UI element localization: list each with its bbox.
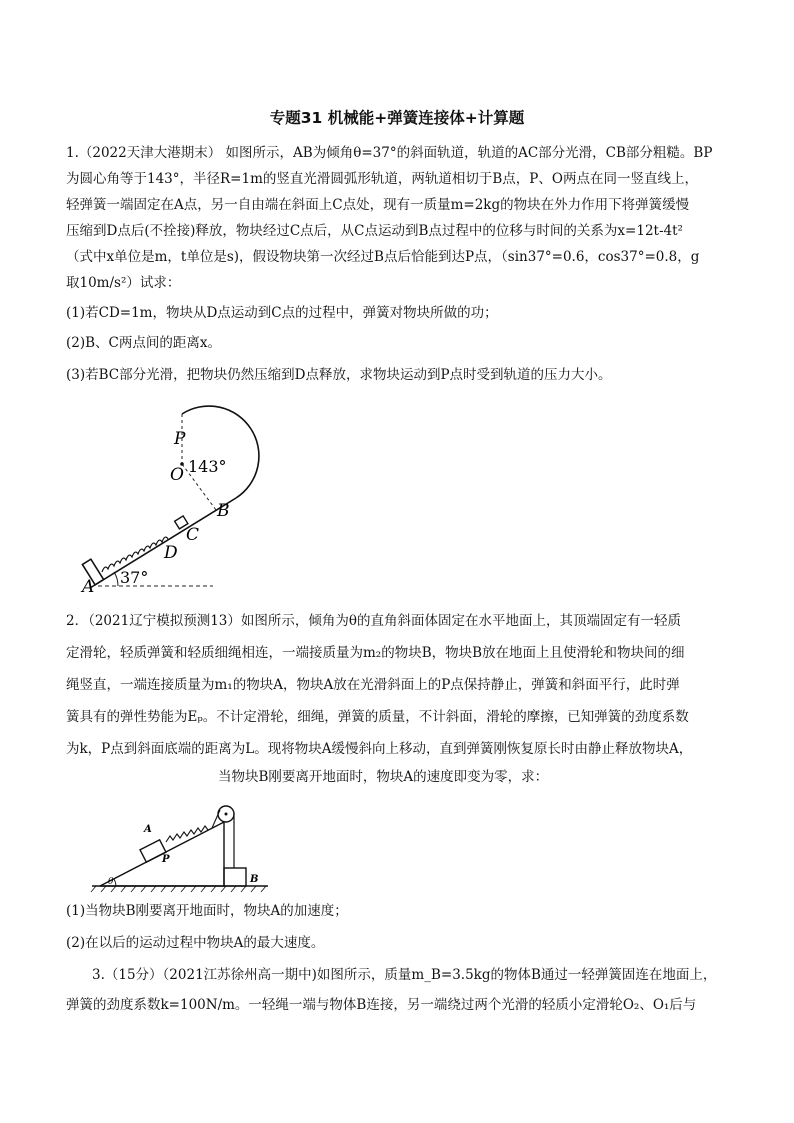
- q2-line-2: 定滑轮，轻质弹簧和轻质细绳相连，一端接质量为m₂的物块B，物块B放在地面上且使滑轮和物块间的细: [66, 645, 685, 661]
- q1-line-2: 为圆心角等于143°，半径R=1m的竖直光滑圆弧形轨道，两轨道相切于B点，P、O两点在同一竖直线上，: [66, 171, 698, 187]
- label-C: C: [186, 525, 200, 545]
- label-P: P: [174, 429, 186, 449]
- q1-figure: [78, 400, 268, 596]
- q1-subquestion-2: (2)B、C两点间的距离x。: [66, 335, 221, 351]
- incline-track: [90, 498, 236, 588]
- label-angle-arc: 143°: [188, 457, 227, 476]
- q1-line-6: 取10m/s²）试求：: [66, 275, 181, 291]
- q2-subquestion-2: (2)在以后的运动过程中物块A的最大速度。: [66, 935, 325, 951]
- q1-line-5: （式中x单位是m，t单位是s)，假设物块第一次经过B点后恰能到达P点，（sin37°=0.6，cos37°=0.8，g: [66, 249, 700, 265]
- q2-line-4: 簧具有的弹性势能为Eₚ。不计定滑轮，细绳，弹簧的质量，不计斜面，滑轮的摩擦，已知弹簧的劲度系数: [66, 709, 689, 725]
- page-title: 专题31 机械能+弹簧连接体+计算题: [269, 109, 525, 127]
- block-B: [224, 868, 246, 886]
- spring: [102, 537, 168, 572]
- pulley-axle: [225, 813, 228, 816]
- q1-subquestion-3: (3)若BC部分光滑，把物块仍然压缩到D点释放，求物块运动到P点时受到轨道的压力大小。: [66, 367, 612, 383]
- q2-subquestion-1: (1)当物块B刚要离开地面时，物块A的加速度；: [66, 903, 348, 919]
- label-theta: θ: [108, 877, 114, 887]
- label-P: P: [162, 854, 170, 865]
- circular-arc-track: [182, 406, 259, 498]
- label-D: D: [164, 543, 178, 563]
- q2-line-5: 为k，P点到斜面底端的距离为L。现将物块A缓慢斜向上移动，直到弹簧刚恢复原长时由静止释放物块A，: [66, 741, 693, 757]
- q2-figure: [88, 792, 270, 896]
- q1-subquestion-1: (1)若CD=1m，物块从D点运动到C点的过程中，弹簧对物块所做的功；: [66, 305, 498, 321]
- q3-line-1: 3.（15分）（2021江苏徐州高一期中)如图所示，质量m_B=3.5kg的物体B通过一轻弹簧固连在地面上，: [92, 967, 717, 983]
- label-O: O: [170, 465, 184, 485]
- q2-line-1: 2．（2021辽宁模拟预测13）如图所示，倾角为θ的直角斜面体固定在水平地面上，其顶端固定有一轻质: [66, 613, 682, 629]
- ground-hatching: [91, 886, 266, 892]
- q2-line-3: 绳竖直，一端连接质量为m₁的物块A，物块A放在光滑斜面上的P点保持静止，弹簧和斜面平行，此时弹: [66, 677, 680, 693]
- q1-line-3: 轻弹簧一端固定在A点，另一自由端在斜面上C点处，现有一质量m=2kg的物块在外力作用下将弹簧缓慢: [66, 197, 690, 213]
- label-angle-incline: 37°: [120, 568, 149, 587]
- q1-line-1: 1.（2022天津大港期末） 如图所示，AB为倾角θ=37°的斜面轨道，轨道的AC部分光滑，CB部分粗糙。BP: [66, 145, 713, 161]
- q2-center-line: 当物块B刚要离开地面时，物块A的速度即变为零，求：: [218, 769, 549, 785]
- label-B: B: [217, 501, 230, 521]
- label-A: A: [144, 824, 152, 835]
- q1-line-4: 压缩到D点后(不拴接)释放，物块经过C点后，从C点运动到B点过程中的位移与时间的关系为x=12t-4t²: [66, 223, 683, 239]
- label-B: B: [250, 874, 259, 885]
- angle-arc: [114, 879, 116, 886]
- label-A: A: [82, 577, 95, 596]
- q3-line-2: 弹簧的劲度系数k=100N/m。一轻绳一端与物体B连接，另一端绕过两个光滑的轻质小定滑轮O₂、O₁后与: [66, 997, 697, 1013]
- angle-arc-incline: [114, 572, 118, 586]
